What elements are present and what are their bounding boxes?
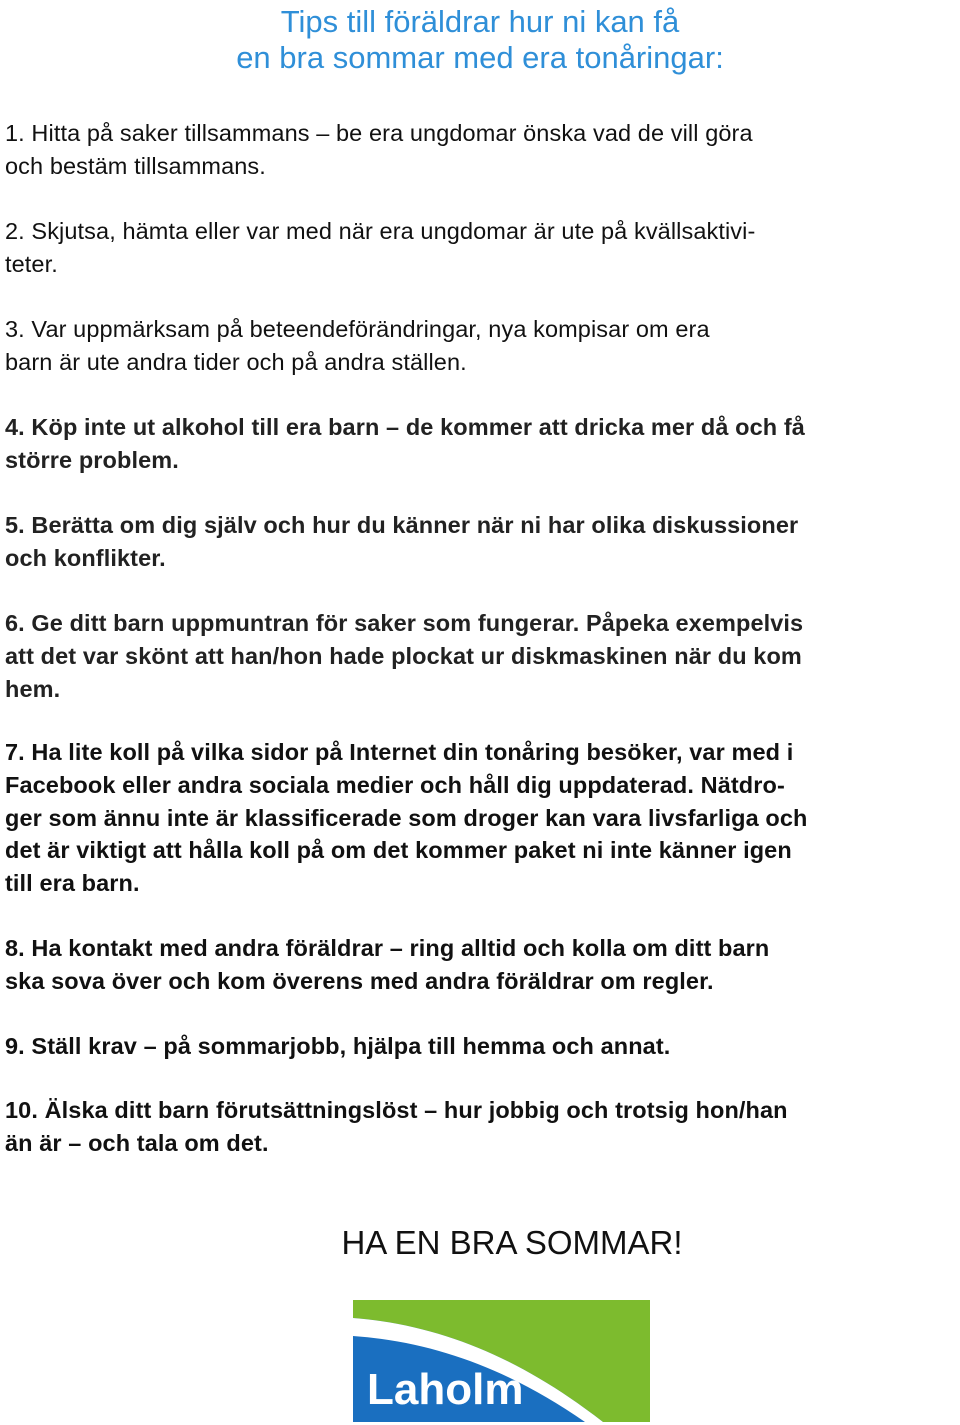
tip-line: 4. Köp inte ut alkohol till era barn – de kommer att dricka mer då och få xyxy=(5,414,805,440)
tip-1 xyxy=(5,117,960,183)
tip-8 xyxy=(5,932,960,998)
tip-line: större problem. xyxy=(5,446,179,473)
tip-line: och konflikter. xyxy=(5,544,166,571)
page-title xyxy=(0,4,960,76)
tip-line: hem. xyxy=(5,675,61,702)
tip-line: 3. Var uppmärksam på beteendeförändringar, nya kompisar om era xyxy=(5,316,710,342)
tip-line: ska sova över och kom överens med andra föräldrar om regler. xyxy=(5,967,714,994)
tip-line: 6. Ge ditt barn uppmuntran för saker som fungerar. Påpeka exempelvis xyxy=(5,610,804,636)
tip-3 xyxy=(5,313,960,379)
tip-line: och bestäm tillsammans. xyxy=(5,152,266,179)
tip-7 xyxy=(5,736,960,900)
closing-message: HA EN BRA SOMMAR! xyxy=(341,1224,683,1261)
title-line-1: Tips till föräldrar hur ni kan få xyxy=(280,4,680,39)
tip-line: till era barn. xyxy=(5,870,140,897)
tip-5 xyxy=(5,509,960,575)
tip-2 xyxy=(5,215,960,281)
tip-line: 7. Ha lite koll på vilka sidor på Internet din tonåring besöker, var med i xyxy=(5,739,794,765)
tip-line: än är – och tala om det. xyxy=(5,1129,269,1156)
tip-line: 9. Ställ krav – på sommarjobb, hjälpa till hemma och annat. xyxy=(5,1033,671,1059)
tip-line: det är viktigt att hålla koll på om det kommer paket ni inte känner igen xyxy=(5,837,792,864)
tip-line: teter. xyxy=(5,250,58,277)
tip-line: 1. Hitta på saker tillsammans – be era ungdomar önska vad de vill göra xyxy=(5,120,753,146)
tip-line: Facebook eller andra sociala medier och håll dig uppdaterad. Nätdro- xyxy=(5,771,785,798)
tip-line: barn är ute andra tider och på andra ställen. xyxy=(5,348,467,375)
tip-4 xyxy=(5,411,960,477)
tip-line: 8. Ha kontakt med andra föräldrar – ring alltid och kolla om ditt barn xyxy=(5,935,770,961)
laholm-logo xyxy=(353,1300,650,1422)
tip-9 xyxy=(5,1030,960,1063)
title-line-2: en bra sommar med era tonåringar: xyxy=(236,40,724,75)
tip-line: 2. Skjutsa, hämta eller var med när era ungdomar är ute på kvällsaktivi- xyxy=(5,218,756,244)
tip-10 xyxy=(5,1094,960,1160)
tip-6 xyxy=(5,607,960,705)
tip-line: ger som ännu inte är klassificerade som droger kan vara livsfarliga och xyxy=(5,804,808,831)
tip-line: 5. Berätta om dig själv och hur du känner när ni har olika diskussioner xyxy=(5,512,799,538)
tip-line: att det var skönt att han/hon hade plockat ur diskmaskinen när du kom xyxy=(5,642,802,669)
logo-wordmark: Laholm xyxy=(367,1365,524,1414)
tip-line: 10. Älska ditt barn förutsättningslöst – hur jobbig och trotsig hon/han xyxy=(5,1097,788,1123)
